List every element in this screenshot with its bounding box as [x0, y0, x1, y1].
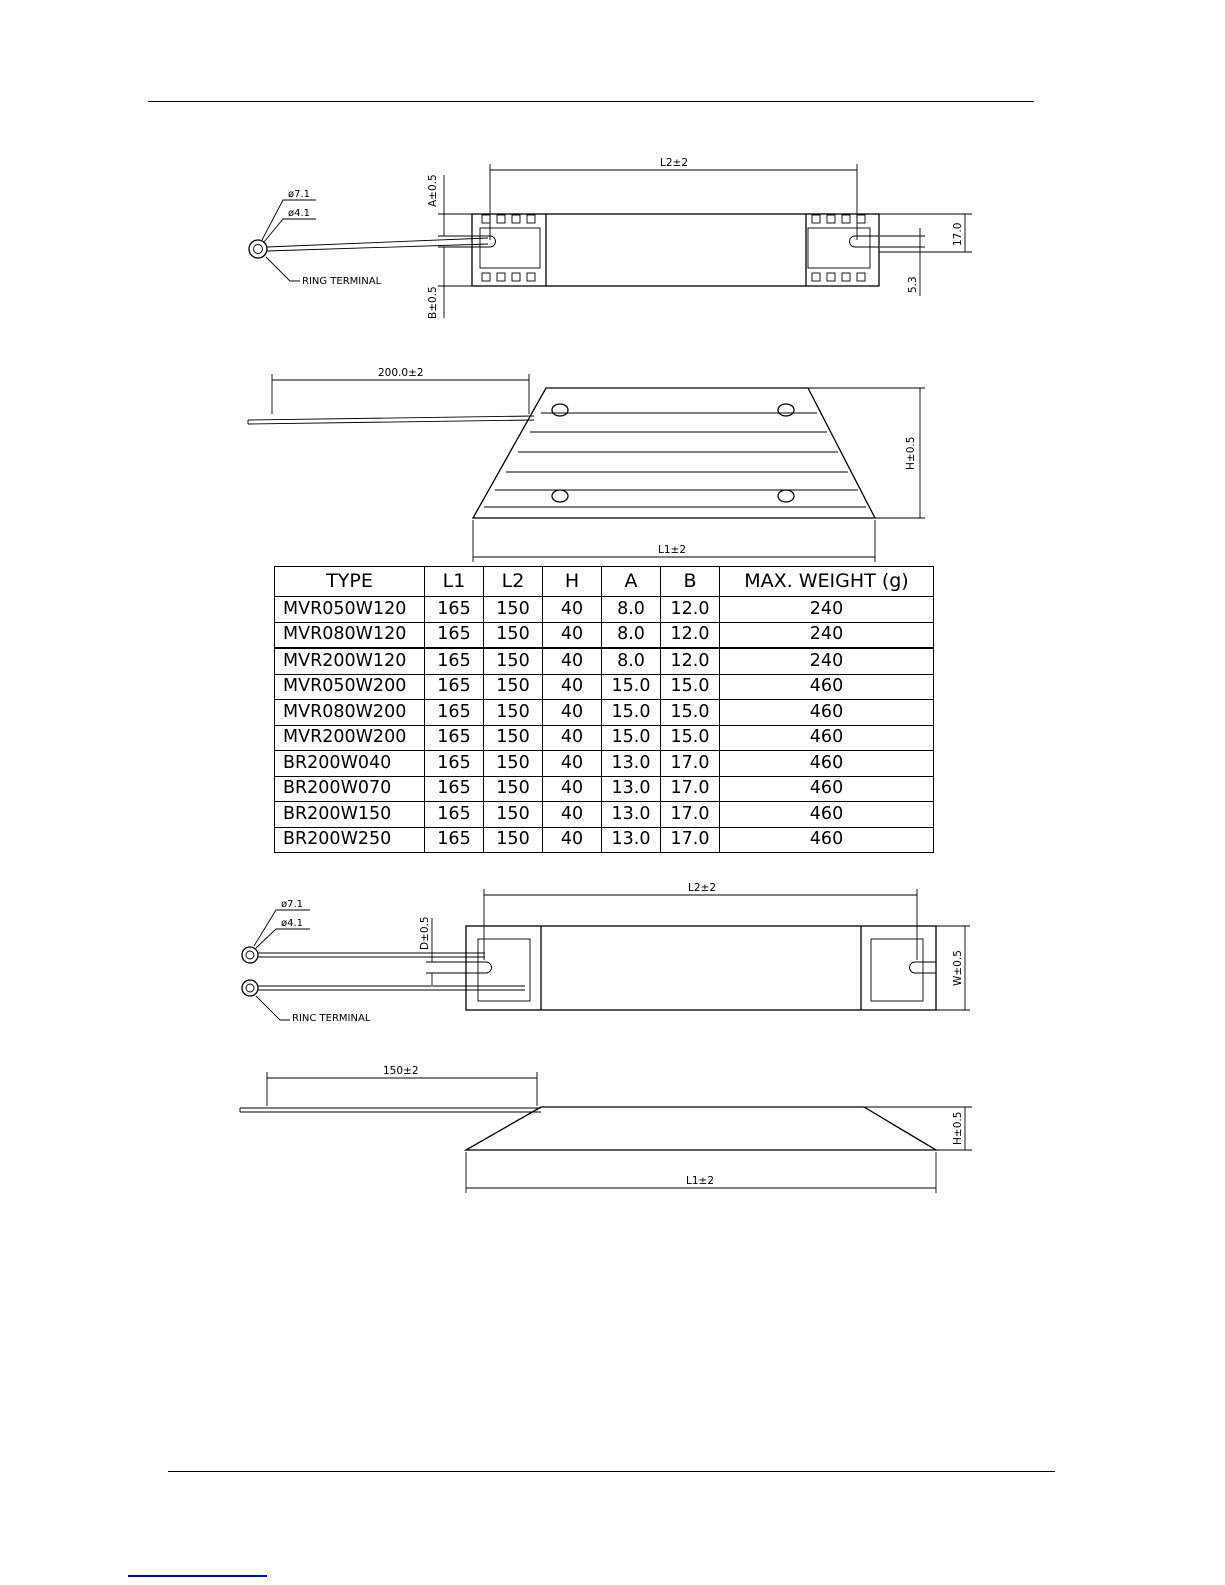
cell-l1: 165 — [425, 776, 484, 802]
table-row — [275, 700, 934, 726]
dim-h-label-2: H±0.5 — [952, 1111, 964, 1145]
diameter-outer-label-2: ø7.1 — [281, 899, 304, 910]
cell-h: 40 — [543, 622, 602, 648]
diameter-outer-label: ø7.1 — [288, 189, 311, 200]
cell-h: 40 — [543, 648, 602, 674]
cell-b: 17.0 — [661, 751, 720, 777]
header-h: H — [543, 567, 602, 597]
table-row — [275, 674, 934, 700]
dim-d-label: D±0.5 — [419, 916, 431, 950]
header-type: TYPE — [275, 567, 425, 597]
header-max-weight: MAX. WEIGHT (g) — [720, 567, 934, 597]
mount-hole-icon — [778, 490, 794, 502]
cell-weight: 240 — [720, 648, 934, 674]
cell-h: 40 — [543, 827, 602, 853]
diameter-inner-label: ø4.1 — [288, 208, 311, 219]
dim-l2-label-2: L2±2 — [688, 882, 717, 894]
cell-type: BR200W150 — [275, 802, 425, 828]
dim-w-label: W±0.5 — [952, 950, 964, 986]
table-row — [275, 648, 934, 674]
cell-l2: 150 — [484, 700, 543, 726]
drawing-side-view-br — [0, 1060, 1225, 1200]
table-row — [275, 597, 934, 623]
table-row — [275, 622, 934, 648]
mount-hole-icon — [778, 404, 794, 416]
ring-terminal-icon — [249, 240, 267, 258]
cell-l1: 165 — [425, 827, 484, 853]
cell-type: MVR050W120 — [275, 597, 425, 623]
dim-lead-200-label: 200.0±2 — [378, 367, 424, 379]
cell-l2: 150 — [484, 802, 543, 828]
diameter-inner-label-2: ø4.1 — [281, 918, 304, 929]
cell-l1: 165 — [425, 802, 484, 828]
cell-a: 15.0 — [602, 674, 661, 700]
cell-l2: 150 — [484, 648, 543, 674]
table-row — [275, 751, 934, 777]
cell-type: MVR050W200 — [275, 674, 425, 700]
mount-hole-icon — [552, 490, 568, 502]
cell-a: 8.0 — [602, 597, 661, 623]
cell-b: 15.0 — [661, 674, 720, 700]
cell-a: 13.0 — [602, 751, 661, 777]
cell-h: 40 — [543, 751, 602, 777]
ring-terminal-label: RING TERMINAL — [302, 276, 382, 287]
dim-l2-label: L2±2 — [660, 157, 689, 169]
cell-type: BR200W070 — [275, 776, 425, 802]
cell-l1: 165 — [425, 597, 484, 623]
cell-h: 40 — [543, 725, 602, 751]
dim-h-label: H±0.5 — [905, 436, 917, 470]
header-l2: L2 — [484, 567, 543, 597]
ring-terminal-icon — [242, 980, 258, 996]
cell-a: 13.0 — [602, 776, 661, 802]
cell-l2: 150 — [484, 776, 543, 802]
dim-l1-label-2: L1±2 — [686, 1175, 715, 1187]
cell-l2: 150 — [484, 827, 543, 853]
cell-l1: 165 — [425, 751, 484, 777]
cell-b: 12.0 — [661, 648, 720, 674]
drawing-top-view-br — [0, 870, 1225, 1030]
cell-type: BR200W040 — [275, 751, 425, 777]
cell-l2: 150 — [484, 751, 543, 777]
header-b: B — [661, 567, 720, 597]
cell-weight: 460 — [720, 700, 934, 726]
cell-type: MVR080W120 — [275, 622, 425, 648]
cell-l1: 165 — [425, 648, 484, 674]
cell-h: 40 — [543, 597, 602, 623]
cell-type: MVR200W200 — [275, 725, 425, 751]
footer-rule — [168, 1471, 1055, 1472]
dim-5-3-label: 5.3 — [907, 276, 919, 293]
cell-l1: 165 — [425, 622, 484, 648]
header-a: A — [602, 567, 661, 597]
rinc-terminal-label: RINC TERMINAL — [292, 1013, 371, 1024]
cell-b: 15.0 — [661, 725, 720, 751]
cell-weight: 460 — [720, 776, 934, 802]
cell-b: 12.0 — [661, 597, 720, 623]
cell-weight: 460 — [720, 674, 934, 700]
ring-terminal-icon — [242, 947, 258, 963]
cell-weight: 240 — [720, 622, 934, 648]
table-row — [275, 802, 934, 828]
cell-l1: 165 — [425, 725, 484, 751]
cell-l1: 165 — [425, 674, 484, 700]
cell-weight: 460 — [720, 827, 934, 853]
table-row — [275, 725, 934, 751]
cell-l2: 150 — [484, 622, 543, 648]
cell-a: 8.0 — [602, 622, 661, 648]
cell-b: 12.0 — [661, 622, 720, 648]
cell-l2: 150 — [484, 725, 543, 751]
cell-weight: 460 — [720, 725, 934, 751]
dim-lead-150-label: 150±2 — [383, 1065, 419, 1077]
cell-b: 17.0 — [661, 776, 720, 802]
footer-link-underline[interactable] — [128, 1575, 267, 1577]
table-row — [275, 776, 934, 802]
cell-a: 15.0 — [602, 725, 661, 751]
cell-b: 17.0 — [661, 802, 720, 828]
drawing-side-view-mvr — [0, 360, 1225, 565]
cell-a: 13.0 — [602, 827, 661, 853]
cell-b: 15.0 — [661, 700, 720, 726]
header-l1: L1 — [425, 567, 484, 597]
cell-b: 17.0 — [661, 827, 720, 853]
cell-h: 40 — [543, 776, 602, 802]
cell-l1: 165 — [425, 700, 484, 726]
dim-a-label: A±0.5 — [427, 174, 439, 207]
cell-weight: 240 — [720, 597, 934, 623]
cell-a: 15.0 — [602, 700, 661, 726]
cell-type: MVR200W120 — [275, 648, 425, 674]
cell-type: MVR080W200 — [275, 700, 425, 726]
cell-a: 13.0 — [602, 802, 661, 828]
table-row — [275, 827, 934, 853]
dim-b-label: B±0.5 — [427, 286, 439, 319]
cell-l2: 150 — [484, 597, 543, 623]
cell-type: BR200W250 — [275, 827, 425, 853]
cell-weight: 460 — [720, 802, 934, 828]
dim-17-label: 17.0 — [952, 222, 964, 246]
cell-h: 40 — [543, 700, 602, 726]
cell-h: 40 — [543, 802, 602, 828]
mount-hole-icon — [552, 404, 568, 416]
spec-table — [274, 566, 934, 853]
cell-a: 8.0 — [602, 648, 661, 674]
cell-weight: 460 — [720, 751, 934, 777]
dim-l1-label: L1±2 — [658, 544, 687, 556]
cell-l2: 150 — [484, 674, 543, 700]
cell-h: 40 — [543, 674, 602, 700]
table-header-row — [275, 567, 934, 597]
